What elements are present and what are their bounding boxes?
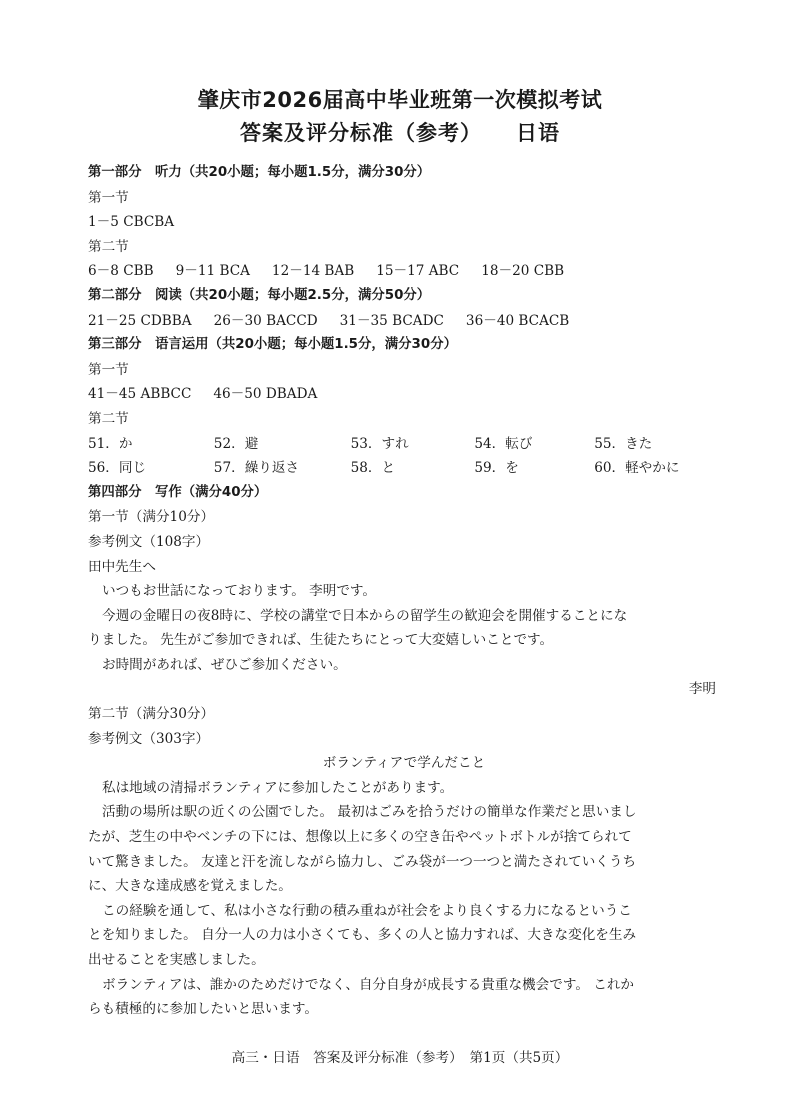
answer-content: [88, 161, 720, 1022]
exam-title: 肇庆市2026届高中毕业班第一次模拟考试: [197, 88, 603, 112]
fill-answer: 59．を: [474, 460, 519, 477]
part1-section2-label: 第二节: [88, 238, 129, 255]
answer-group: 6－8 CBB: [88, 263, 154, 280]
part1-section2-answers: [88, 259, 720, 284]
essay-line: いて驚きました。 友達と汗を流しながら協力し、ごみ袋が一つ一つと満たされていくうち: [88, 853, 637, 870]
essay-line: 出せることを実感しました。: [88, 952, 265, 968]
exam-subtitle: [0, 117, 800, 147]
essay-line: とを知りました。 自分一人の力は小さくても、多くの人と協力すれば、大きな変化を生み: [88, 927, 637, 944]
part4-section2-label: 第二节（满分30分）: [88, 706, 215, 723]
answer-group: 46－50 DBADA: [213, 386, 318, 403]
answer-group: 31－35 BCADC: [339, 312, 444, 329]
part4-section1-label: 第一节（满分10分）: [88, 509, 215, 526]
fill-answer: 52．避: [213, 435, 259, 452]
essay-line: 私は地域の清掃ボランティアに参加したことがあります。: [102, 779, 454, 796]
letter-paragraph-line: りました。 先生がご参加できれば、生徒たちにとって大変嬉しいことです。: [88, 632, 554, 649]
answer-group: 15－17 ABC: [376, 263, 460, 280]
part1-heading: 第一部分 听力（共20小题；每小题1.5分，满分30分）: [88, 165, 431, 180]
essay-line: たが、芝生の中やベンチの下には、想像以上に多くの空き缶やペットボトルが捨てられて: [88, 829, 632, 846]
answer-group: 9－11 BCA: [175, 263, 250, 280]
part3-section2-label: 第二节: [88, 410, 129, 427]
part1-section1-answers: 1－5 CBCBA: [88, 214, 175, 231]
answer-group: 18－20 CBB: [481, 263, 565, 280]
essay-line: ボランティアは、誰かのためだけでなく、自分自身が成長する貴重な機会です。 これか: [102, 976, 635, 993]
part1-section1-label: 第一节: [88, 189, 129, 206]
page-footer: 高三・日语 答案及评分标准（参考） 第1页（共5页）: [231, 1050, 569, 1066]
essay-title: ボランティアで学んだこと: [322, 755, 486, 772]
letter-paragraph: いつもお世話になっております。 李明です。: [102, 583, 377, 600]
fill-answer: 55．きた: [594, 435, 653, 452]
answer-group: 21－25 CDBBA: [88, 312, 192, 329]
essay-line: 活動の場所は駅の近くの公園でした。 最初はごみを拾うだけの簡単な作業だと思いまし: [102, 804, 637, 821]
part3-heading: 第三部分 语言运用（共20小题；每小题1.5分，满分30分）: [88, 337, 457, 353]
fill-row-1: [88, 432, 720, 457]
subject-label: 日语: [516, 121, 560, 145]
essay-line: に、大きな達成感を覚えました。: [88, 878, 292, 895]
fill-answer: 60．軽やかに: [594, 460, 680, 477]
part3-section1-answers: [88, 382, 720, 407]
letter-greeting: 田中先生へ: [88, 558, 156, 575]
part4-section2-sample-label: 参考例文（303字）: [88, 730, 210, 747]
part4-heading: 第四部分 写作（满分40分）: [88, 484, 268, 500]
part4-section1-sample-label: 参考例文（108字）: [88, 533, 210, 550]
fill-row-2: [88, 456, 720, 481]
answer-group: 41－45 ABBCC: [88, 386, 192, 403]
part2-answers: [88, 309, 720, 334]
fill-answer: 56．同じ: [88, 460, 147, 477]
answer-group: 36－40 BCACB: [465, 312, 570, 329]
part3-section1-label: 第一节: [88, 361, 129, 378]
essay-line: この経験を通して、私は小さな行動の積み重ねが社会をより良くする力になるというこ: [102, 902, 632, 919]
answer-group: 12－14 BAB: [271, 263, 355, 280]
subtitle-main: 答案及评分标准（参考）: [240, 121, 482, 145]
answer-group: 26－30 BACCD: [213, 312, 318, 329]
part2-heading: 第二部分 阅读（共20小题；每小题2.5分，满分50分）: [88, 287, 431, 303]
fill-answer: 51．か: [88, 435, 133, 452]
fill-answer: 57．繰り返さ: [213, 460, 300, 477]
essay-line: らも積極的に参加したいと思います。: [88, 1001, 319, 1018]
fill-answer: 54．転び: [474, 435, 533, 452]
letter-signature: 李明: [688, 681, 716, 698]
fill-answer: 58．と: [350, 460, 396, 477]
letter-paragraph: お時間があれば、ぜひご参加ください。: [102, 656, 347, 673]
fill-answer: 53．すれ: [350, 435, 409, 452]
letter-paragraph-line: 今週の金曜日の夜8時に、学校の講堂で日本からの留学生の歓迎会を開催することにな: [102, 607, 628, 624]
